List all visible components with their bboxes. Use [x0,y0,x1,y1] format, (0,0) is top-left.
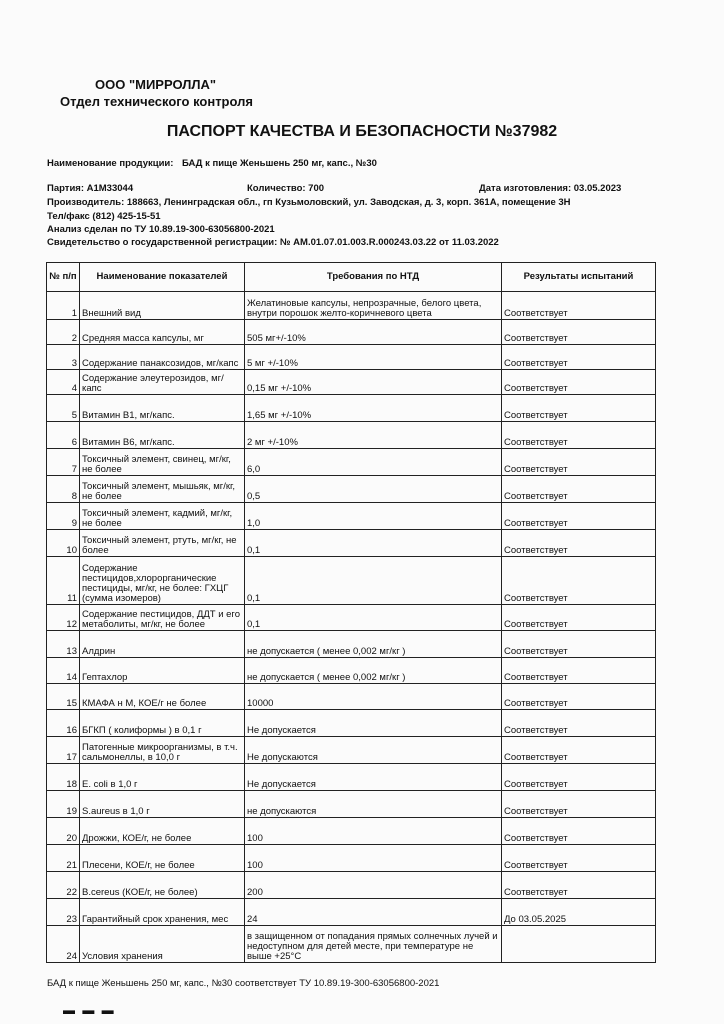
table-row [47,476,656,503]
requirement: 6,0 [245,449,502,476]
registration-certificate: Свидетельство о государственной регистрации: № AM.01.07.01.003.R.000243.03.22 от 11.03.2022 [47,237,499,248]
header-indicator: Наименование показателей [80,263,245,292]
test-result: Соответствует [502,557,656,605]
row-number: 9 [47,503,80,530]
row-number: 21 [47,845,80,872]
indicator-name: Гептахлор [80,658,245,684]
requirement: 0,1 [245,530,502,557]
test-result: Соответствует [502,503,656,530]
row-number: 4 [47,370,80,395]
test-result: Соответствует [502,872,656,899]
row-number: 5 [47,395,80,422]
indicator-name: Дрожжи, КОЕ/г, не более [80,818,245,845]
table-row [47,764,656,791]
table-row [47,292,656,320]
requirement: 24 [245,899,502,926]
indicator-name: S.aureus в 1,0 г [80,791,245,818]
product-label: Наименование продукции: [47,158,174,169]
requirement: Не допускается [245,764,502,791]
requirement: 0,15 мг +/-10% [245,370,502,395]
table-row [47,395,656,422]
indicator-name: Витамин В1, мг/капс. [80,395,245,422]
indicator-name: Условия хранения [80,926,245,963]
indicator-name: Содержание панаксозидов, мг/капс [80,345,245,370]
row-number: 10 [47,530,80,557]
requirement: не допускается ( менее 0,002 мг/кг ) [245,658,502,684]
row-number: 19 [47,791,80,818]
row-number: 22 [47,872,80,899]
test-result: Соответствует [502,370,656,395]
indicator-name: Содержание пестицидов, ДДТ и его метаболиты, мг/кг, не более [80,605,245,631]
table-row [47,605,656,631]
indicator-name: Средняя масса капсулы, мг [80,320,245,345]
indicator-name: Токсичный элемент, кадмий, мг/кг, не более [80,503,245,530]
row-number: 11 [47,557,80,605]
requirement: 5 мг +/-10% [245,345,502,370]
table-row [47,926,656,963]
table-row [47,631,656,658]
manufacture-date: Дата изготовления: 03.05.2023 [479,183,622,194]
header-requirements: Требования по НТД [245,263,502,292]
requirement: 100 [245,818,502,845]
test-result: Соответствует [502,530,656,557]
requirement: 505 мг+/-10% [245,320,502,345]
test-result: Соответствует [502,395,656,422]
row-number: 17 [47,737,80,764]
batch: Партия: А1М33044 [47,183,134,194]
test-result: Соответствует [502,845,656,872]
indicator-name: B.cereus (КОЕ/г, не более) [80,872,245,899]
table-row [47,818,656,845]
test-result: Соответствует [502,449,656,476]
table-header-row [47,263,656,292]
product-value: БАД к пище Женьшень 250 мг, капс., №30 [182,158,377,169]
table-row [47,845,656,872]
test-result: Соответствует [502,476,656,503]
table-row [47,345,656,370]
phone: Тел/факс (812) 425-15-51 [47,211,161,222]
indicator-name: Токсичный элемент, ртуть, мг/кг, не более [80,530,245,557]
header-results: Результаты испытаний [502,263,656,292]
manufacturer: Производитель: 188663, Ленинградская обл., гп Кузьмоловский, ул. Заводская, д. 3, корп. 361А, помещение 3Н [47,197,571,208]
table-row [47,899,656,926]
indicator-name: Плесени, КОЕ/г, не более [80,845,245,872]
requirement: не допускается ( менее 0,002 мг/кг ) [245,631,502,658]
requirement: в защищенном от попадания прямых солнечных лучей и недоступном для детей месте, при температуре не выше +25°С [245,926,502,963]
indicator-name: КМАФА н М, КОЕ/г не более [80,684,245,710]
test-result: Соответствует [502,791,656,818]
test-result [502,926,656,963]
indicator-name: E. coli в 1,0 г [80,764,245,791]
row-number: 7 [47,449,80,476]
row-number: 3 [47,345,80,370]
row-number: 16 [47,710,80,737]
indicator-name: Алдрин [80,631,245,658]
quality-table [46,262,656,963]
indicator-name: Гарантийный срок хранения, мес [80,899,245,926]
requirement: 1,0 [245,503,502,530]
table-row [47,422,656,449]
test-result: Соответствует [502,710,656,737]
requirement: Желатиновые капсулы, непрозрачные, белого цвета, внутри порошок желто-коричневого цвета [245,292,502,320]
requirement: не допускаются [245,791,502,818]
test-result: Соответствует [502,320,656,345]
indicator-name: Внешний вид [80,292,245,320]
row-number: 12 [47,605,80,631]
test-result: Соответствует [502,658,656,684]
row-number: 2 [47,320,80,345]
test-result: Соответствует [502,818,656,845]
table-row [47,658,656,684]
table-row [47,737,656,764]
indicator-name: Токсичный элемент, мышьяк, мг/кг, не более [80,476,245,503]
row-number: 23 [47,899,80,926]
test-result: Соответствует [502,631,656,658]
dash-mark: ▬ ▬ ▬ [63,1003,116,1017]
requirement: 0,1 [245,605,502,631]
row-number: 1 [47,292,80,320]
requirement: 2 мг +/-10% [245,422,502,449]
organization-name: ООО "МИРРОЛЛА" [95,77,217,92]
header-number: № п/п [47,263,80,292]
test-result: Соответствует [502,764,656,791]
requirement: 100 [245,845,502,872]
indicator-name: Патогенные микроорганизмы, в т.ч. сальмонеллы, в 10,0 г [80,737,245,764]
row-number: 6 [47,422,80,449]
row-number: 14 [47,658,80,684]
table-row [47,320,656,345]
table-row [47,710,656,737]
table-row [47,503,656,530]
quantity: Количество: 700 [247,183,325,194]
indicator-name: БГКП ( колиформы ) в 0,1 г [80,710,245,737]
row-number: 18 [47,764,80,791]
test-result: Соответствует [502,292,656,320]
test-result: Соответствует [502,737,656,764]
document-title: ПАСПОРТ КАЧЕСТВА И БЕЗОПАСНОСТИ №37982 [166,123,558,140]
row-number: 15 [47,684,80,710]
indicator-name: Содержание пестицидов,хлорорганические пестициды, мг/кг, не более: ГХЦГ (сумма изомеров) [80,557,245,605]
table-row [47,530,656,557]
row-number: 20 [47,818,80,845]
indicator-name: Токсичный элемент, свинец, мг/кг, не более [80,449,245,476]
department-name: Отдел технического контроля [60,94,253,109]
table-row [47,449,656,476]
conformity-statement: БАД к пище Женьшень 250 мг, капс., №30 соответствует ТУ 10.89.19-300-63056800-2021 [47,978,440,989]
requirement: 1,65 мг +/-10% [245,395,502,422]
requirement: 200 [245,872,502,899]
indicator-name: Содержание элеутерозидов, мг/капс [80,370,245,395]
row-number: 13 [47,631,80,658]
test-result: Соответствует [502,345,656,370]
requirement: 0,5 [245,476,502,503]
indicator-name: Витамин В6, мг/капс. [80,422,245,449]
row-number: 8 [47,476,80,503]
test-result: Соответствует [502,605,656,631]
table-row [47,370,656,395]
table-row [47,557,656,605]
requirement: 0,1 [245,557,502,605]
test-result: Соответствует [502,684,656,710]
test-result: До 03.05.2025 [502,899,656,926]
row-number: 24 [47,926,80,963]
requirement: Не допускается [245,710,502,737]
table-row [47,684,656,710]
table-row [47,791,656,818]
table-row [47,872,656,899]
requirement: Не допускаются [245,737,502,764]
test-result: Соответствует [502,422,656,449]
analysis-spec: Анализ сделан по ТУ 10.89.19-300-63056800-2021 [47,224,275,235]
requirement: 10000 [245,684,502,710]
